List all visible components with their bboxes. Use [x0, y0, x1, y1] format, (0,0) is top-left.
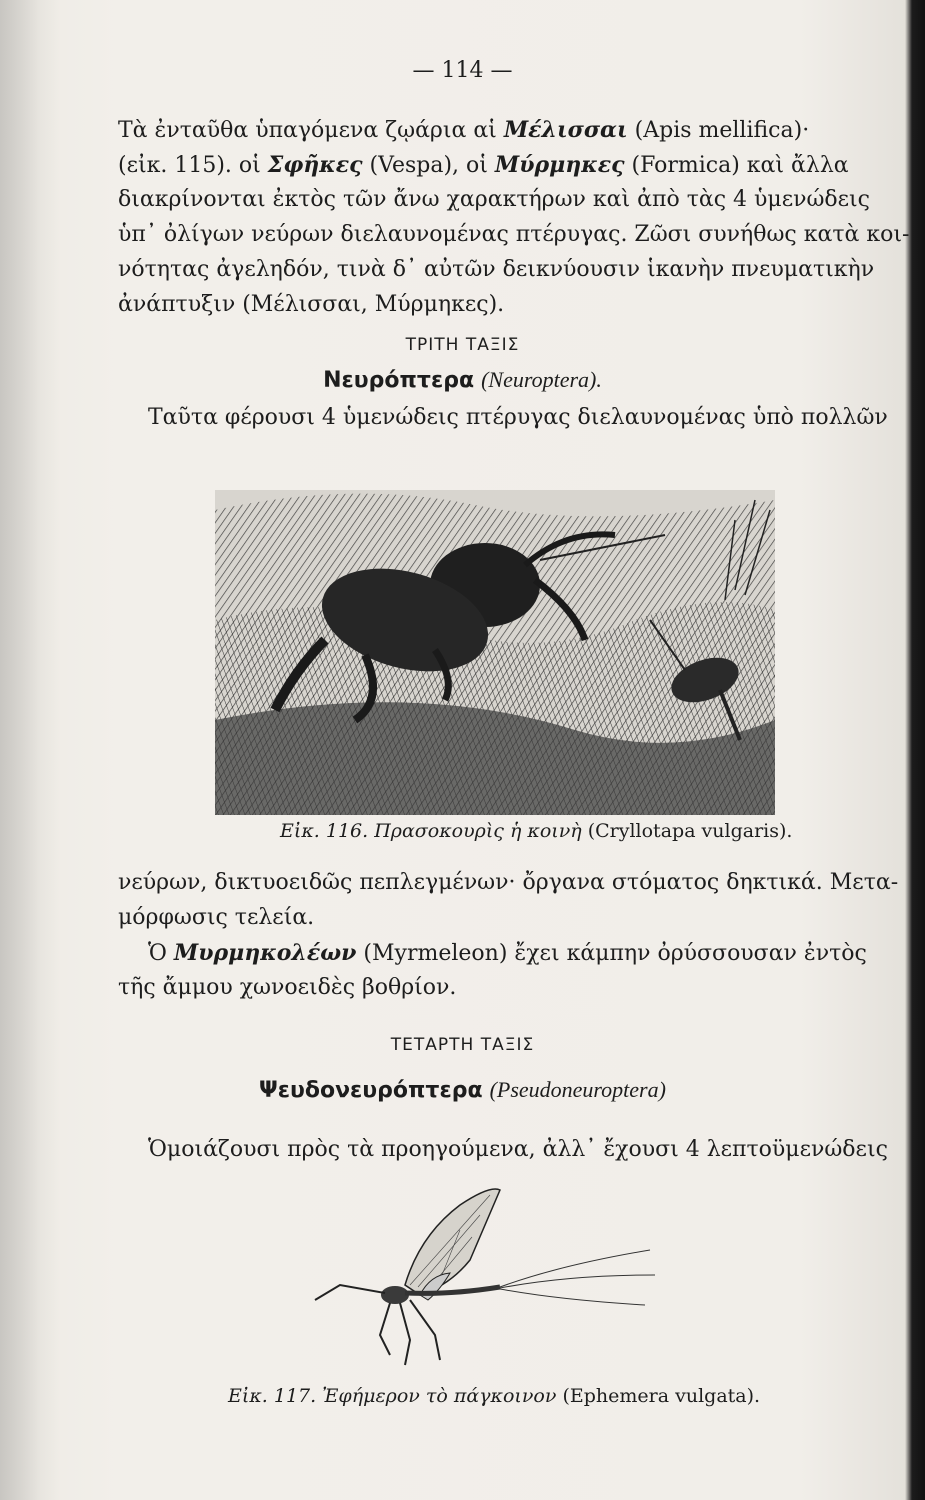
text-run: (Apis mellifica)·	[627, 118, 810, 143]
section4-title	[0, 1075, 925, 1106]
paragraph2-line2: μόρφωσις τελεία.	[118, 905, 315, 930]
figure-117-mayfly	[300, 1175, 660, 1375]
figure116-latin-name: (Cryllotapa vulgaris).	[587, 820, 793, 842]
text-run: (Vespa), οἱ	[362, 153, 495, 178]
paragraph2-line4: τῆς ἄμμου χωνοειδὲς βοθρίον.	[118, 975, 457, 1000]
figure117-caption	[228, 1385, 760, 1407]
paragraph1-line1	[118, 115, 908, 146]
page-edge-shadow	[0, 0, 60, 1500]
paragraph2-line3	[148, 938, 925, 969]
section4-heading: ΤΕΤΑΡΤΗ ΤΑΞΙΣ	[390, 1035, 535, 1055]
section3-title-greek: Νευρόπτερα	[323, 368, 475, 393]
figure-116-mole-cricket	[215, 470, 775, 815]
section3-line1: Ταῦτα φέρουσι 4 ὑμενώδεις πτέρυγας διελαυνομένας ὑπὸ πολλῶν	[148, 405, 888, 430]
paragraph1-line4: ὑπ᾽ ὀλίγων νεύρων διελαυνομένας πτέρυγας. Ζῶσι συνήθως κατὰ κοι-	[118, 222, 910, 247]
text-run: (εἰκ. 115). οἱ	[118, 153, 268, 178]
page-number: — 114 —	[412, 58, 513, 83]
figure116-label: Εἰκ. 116.	[280, 820, 369, 842]
mayfly-engraving	[300, 1175, 660, 1375]
paragraph1-line6: ἀνάπτυξιν (Μέλισσαι, Μύρμηκες).	[118, 292, 505, 317]
term-myrmikoleon: Μυρμηκολέων	[173, 940, 357, 966]
text-run: (Formica) καὶ ἄλλα	[624, 153, 849, 178]
text-run: Ὁ	[148, 941, 174, 966]
paragraph1-line2	[118, 150, 908, 181]
section3-title-latin: (Neuroptera).	[481, 367, 602, 392]
text-run: (Myrmeleon) ἔχει κάμπην ὀρύσσουσαν ἐντὸς	[356, 941, 867, 966]
figure117-greek-name: Ἐφήμερον τὸ πάγκοινον	[322, 1385, 557, 1407]
paragraph2-line1: νεύρων, δικτυοειδῶς πεπλεγμένων· ὄργανα στόματος δηκτικά. Μετα-	[118, 870, 899, 895]
figure117-label: Εἰκ. 117.	[228, 1385, 317, 1407]
figure117-latin-name: (Ephemera vulgata).	[562, 1385, 761, 1407]
section4-line1: Ὁμοιάζουσι πρὸς τὰ προηγούμενα, ἀλλ᾽ ἔχουσι 4 λεπτοϋμενώδεις	[148, 1137, 888, 1162]
term-melissai: Μέλισσαι	[503, 117, 628, 143]
section4-title-latin: (Pseudoneuroptera)	[489, 1077, 666, 1102]
term-sfikes: Σφῆκες	[267, 152, 363, 178]
paragraph1-line3: διακρίνονται ἐκτὸς τῶν ἄνω χαρακτήρων καὶ ἀπὸ τὰς 4 ὑμενώδεις	[118, 187, 871, 212]
text-run: Τὰ ἐνταῦθα ὑπαγόμενα ζῳάρια αἱ	[118, 118, 504, 143]
figure116-caption	[280, 820, 792, 842]
section3-heading: ΤΡΙΤΗ ΤΑΞΙΣ	[405, 335, 520, 355]
paragraph1-line5: νότητας ἀγεληδόν, τινὰ δ᾽ αὐτῶν δεικνύουσιν ἱκανὴν πνευματικὴν	[118, 257, 875, 282]
section3-title	[0, 365, 925, 396]
section4-title-greek: Ψευδονευρόπτερα	[259, 1078, 483, 1103]
term-myrmikes: Μύρμηκες	[494, 152, 625, 178]
figure116-greek-name: Πρασοκουρὶς ἡ κοινὴ	[374, 820, 582, 842]
mole-cricket-engraving	[215, 470, 775, 815]
